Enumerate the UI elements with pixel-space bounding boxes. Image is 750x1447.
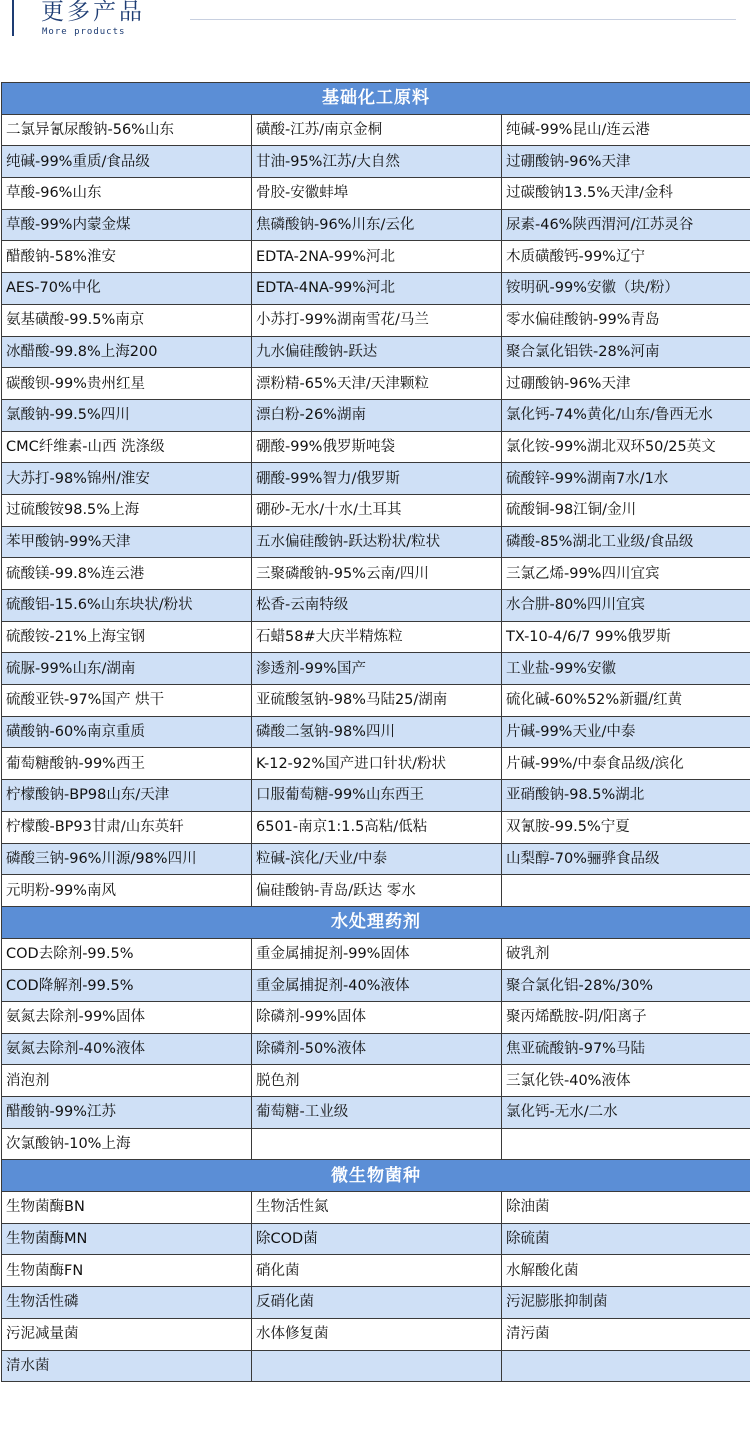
product-cell: 水解酸化菌 <box>502 1255 750 1287</box>
product-cell: 葡萄糖-工业级 <box>252 1097 502 1129</box>
table-row <box>2 716 750 748</box>
product-cell: 生物菌酶BN <box>2 1192 252 1224</box>
product-cell: 反硝化菌 <box>252 1287 502 1319</box>
product-cell: 除硫菌 <box>502 1223 750 1255</box>
product-cell: 生物活性磷 <box>2 1287 252 1319</box>
product-cell <box>502 875 750 907</box>
product-cell: 污泥膨胀抑制菌 <box>502 1287 750 1319</box>
product-cell: 硫酸镁-99.8%连云港 <box>2 558 252 590</box>
product-cell: 二氯异氰尿酸钠-56%山东 <box>2 114 252 146</box>
product-cell: 大苏打-98%锦州/淮安 <box>2 463 252 495</box>
product-cell: 除COD菌 <box>252 1223 502 1255</box>
product-cell: 聚合氯化铝-28%/30% <box>502 970 750 1002</box>
product-cell: 除磷剂-50%液体 <box>252 1033 502 1065</box>
product-cell: 渗透剂-99%国产 <box>252 653 502 685</box>
table-row <box>2 336 750 368</box>
product-cell: 九水偏硅酸钠-跃达 <box>252 336 502 368</box>
table-row <box>2 875 750 907</box>
table-row <box>2 1065 750 1097</box>
table-row <box>2 1033 750 1065</box>
table-row <box>2 494 750 526</box>
product-cell: 硫脲-99%山东/湖南 <box>2 653 252 685</box>
table-row <box>2 463 750 495</box>
table-row <box>2 114 750 146</box>
product-cell: 尿素-46%陕西渭河/江苏灵谷 <box>502 209 750 241</box>
product-cell: 苯甲酸钠-99%天津 <box>2 526 252 558</box>
product-cell: 聚合氯化铝铁-28%河南 <box>502 336 750 368</box>
product-cell: 氯化铵-99%湖北双环50/25英文 <box>502 431 750 463</box>
product-cell: 松香-云南特级 <box>252 590 502 622</box>
product-cell: 磷酸三钠-96%川源/98%四川 <box>2 843 252 875</box>
table-row <box>2 1192 750 1224</box>
table-row <box>2 843 750 875</box>
header-title: 更多产品 <box>41 0 145 25</box>
product-cell: 清污菌 <box>502 1318 750 1350</box>
product-cell: 漂白粉-26%湖南 <box>252 399 502 431</box>
product-cell: 工业盐-99%安徽 <box>502 653 750 685</box>
table-row <box>2 273 750 305</box>
product-cell: 除磷剂-99%固体 <box>252 1001 502 1033</box>
product-cell: 过硫酸铵98.5%上海 <box>2 494 252 526</box>
product-cell: 醋酸钠-58%淮安 <box>2 241 252 273</box>
table-row <box>2 209 750 241</box>
product-cell: 醋酸钠-99%江苏 <box>2 1097 252 1129</box>
table-row <box>2 241 750 273</box>
table-row <box>2 368 750 400</box>
table-row <box>2 780 750 812</box>
product-cell: 纯碱-99%重质/食品级 <box>2 146 252 178</box>
table-row <box>2 1097 750 1129</box>
product-cell: 6501-南京1:1.5高粘/低粘 <box>252 811 502 843</box>
product-cell: 石蜡58#大庆半精炼粒 <box>252 621 502 653</box>
product-cell: 破乳剂 <box>502 938 750 970</box>
product-cell: 焦磷酸钠-96%川东/云化 <box>252 209 502 241</box>
table-row <box>2 653 750 685</box>
table-row <box>2 590 750 622</box>
product-cell: 磷酸二氢钠-98%四川 <box>252 716 502 748</box>
table-row <box>2 748 750 780</box>
product-cell: 生物菌酶FN <box>2 1255 252 1287</box>
product-cell: 次氯酸钠-10%上海 <box>2 1128 252 1160</box>
product-cell: 草酸-99%内蒙金煤 <box>2 209 252 241</box>
product-cell: AES-70%中化 <box>2 273 252 305</box>
section-header-row <box>2 906 750 938</box>
product-cell: 磺酸-江苏/南京金桐 <box>252 114 502 146</box>
product-cell: 亚硫酸氢钠-98%马陆25/湖南 <box>252 685 502 717</box>
table-row <box>2 811 750 843</box>
product-cell: 清水菌 <box>2 1350 252 1382</box>
product-cell: 磷酸-85%湖北工业级/食品级 <box>502 526 750 558</box>
product-cell: 污泥减量菌 <box>2 1318 252 1350</box>
product-cell: 重金属捕捉剂-99%固体 <box>252 938 502 970</box>
product-cell: 五水偏硅酸钠-跃达粉状/粒状 <box>252 526 502 558</box>
product-cell: 草酸-96%山东 <box>2 178 252 210</box>
product-cell: 漂粉精-65%天津/天津颗粒 <box>252 368 502 400</box>
product-cell: 柠檬酸钠-BP98山东/天津 <box>2 780 252 812</box>
product-cell: 焦亚硫酸钠-97%马陆 <box>502 1033 750 1065</box>
product-cell: 甘油-95%江苏/大自然 <box>252 146 502 178</box>
table-row <box>2 431 750 463</box>
product-cell: 水体修复菌 <box>252 1318 502 1350</box>
product-cell: 小苏打-99%湖南雪花/马兰 <box>252 304 502 336</box>
product-cell: 氨基磺酸-99.5%南京 <box>2 304 252 336</box>
product-cell: 木质磺酸钙-99%辽宁 <box>502 241 750 273</box>
section-header-row <box>2 83 750 115</box>
product-cell <box>502 1350 750 1382</box>
product-cell: 冰醋酸-99.8%上海200 <box>2 336 252 368</box>
product-cell: 三氯乙烯-99%四川宜宾 <box>502 558 750 590</box>
table-row <box>2 178 750 210</box>
product-cell: 聚丙烯酰胺-阴/阳离子 <box>502 1001 750 1033</box>
product-cell: 硼酸-99%智力/俄罗斯 <box>252 463 502 495</box>
product-cell: 过硼酸钠-96%天津 <box>502 368 750 400</box>
product-cell: 硫酸亚铁-97%国产 烘干 <box>2 685 252 717</box>
table-row <box>2 1350 750 1382</box>
product-cell <box>252 1350 502 1382</box>
product-cell: 柠檬酸-BP93甘肃/山东英轩 <box>2 811 252 843</box>
table-row <box>2 970 750 1002</box>
product-cell: 三聚磷酸钠-95%云南/四川 <box>252 558 502 590</box>
product-cell: 片碱-99%天业/中泰 <box>502 716 750 748</box>
product-cell: 亚硝酸钠-98.5%湖北 <box>502 780 750 812</box>
product-cell: 氯化钙-无水/二水 <box>502 1097 750 1129</box>
product-cell: 片碱-99%/中泰食品级/滨化 <box>502 748 750 780</box>
product-cell: 硼砂-无水/十水/土耳其 <box>252 494 502 526</box>
product-cell: 硫酸铵-21%上海宝钢 <box>2 621 252 653</box>
header-subtitle: More products <box>42 27 126 37</box>
table-row <box>2 526 750 558</box>
table-row <box>2 146 750 178</box>
product-cell: 山梨醇-70%骊骅食品级 <box>502 843 750 875</box>
table-row <box>2 558 750 590</box>
product-cell: 重金属捕捉剂-40%液体 <box>252 970 502 1002</box>
table-row <box>2 1255 750 1287</box>
product-cell: 硫化碱-60%52%新疆/红黄 <box>502 685 750 717</box>
product-cell: 除油菌 <box>502 1192 750 1224</box>
product-cell: COD降解剂-99.5% <box>2 970 252 1002</box>
product-cell: 硫酸铜-98江铜/金川 <box>502 494 750 526</box>
product-cell: 硫酸锌-99%湖南7水/1水 <box>502 463 750 495</box>
product-cell: 脱色剂 <box>252 1065 502 1097</box>
product-cell: CMC纤维素-山西 洗涤级 <box>2 431 252 463</box>
product-cell: 零水偏硅酸钠-99%青岛 <box>502 304 750 336</box>
product-cell: 氯酸钠-99.5%四川 <box>2 399 252 431</box>
product-cell: 氨氮去除剂-40%液体 <box>2 1033 252 1065</box>
table-row <box>2 685 750 717</box>
table-row <box>2 1287 750 1319</box>
table-row <box>2 1318 750 1350</box>
product-cell: 纯碱-99%昆山/连云港 <box>502 114 750 146</box>
product-cell: 口服葡萄糖-99%山东西王 <box>252 780 502 812</box>
product-cell: 消泡剂 <box>2 1065 252 1097</box>
section-title: 基础化工原料 <box>2 83 750 115</box>
product-cell: 偏硅酸钠-青岛/跃达 零水 <box>252 875 502 907</box>
table-row <box>2 1223 750 1255</box>
section-header <box>0 0 750 40</box>
product-cell: 过硼酸钠-96%天津 <box>502 146 750 178</box>
product-cell: EDTA-2NA-99%河北 <box>252 241 502 273</box>
product-cell: 水合肼-80%四川宜宾 <box>502 590 750 622</box>
product-cell: COD去除剂-99.5% <box>2 938 252 970</box>
product-cell: 骨胶-安徽蚌埠 <box>252 178 502 210</box>
product-cell: 过碳酸钠13.5%天津/金科 <box>502 178 750 210</box>
product-cell: TX-10-4/6/7 99%俄罗斯 <box>502 621 750 653</box>
product-cell: 氯化钙-74%黄化/山东/鲁西无水 <box>502 399 750 431</box>
section-header-row <box>2 1160 750 1192</box>
table-row <box>2 1128 750 1160</box>
products-table <box>1 82 750 1382</box>
table-row <box>2 938 750 970</box>
product-cell: 硫酸铝-15.6%山东块状/粉状 <box>2 590 252 622</box>
product-cell: 铵明矾-99%安徽（块/粉） <box>502 273 750 305</box>
product-cell: K-12-92%国产进口针状/粉状 <box>252 748 502 780</box>
table-row <box>2 1001 750 1033</box>
product-cell: 三氯化铁-40%液体 <box>502 1065 750 1097</box>
product-cell: 硝化菌 <box>252 1255 502 1287</box>
product-cell: 生物活性氮 <box>252 1192 502 1224</box>
section-title: 水处理药剂 <box>2 906 750 938</box>
product-cell: 硼酸-99%俄罗斯吨袋 <box>252 431 502 463</box>
product-cell: 粒碱-滨化/天业/中泰 <box>252 843 502 875</box>
table-row <box>2 399 750 431</box>
product-cell: 磺酸钠-60%南京重质 <box>2 716 252 748</box>
header-divider <box>190 19 736 20</box>
section-title: 微生物菌种 <box>2 1160 750 1192</box>
product-cell <box>252 1128 502 1160</box>
product-cell: 双氰胺-99.5%宁夏 <box>502 811 750 843</box>
product-cell: 碳酸钡-99%贵州红星 <box>2 368 252 400</box>
product-cell: 葡萄糖酸钠-99%西王 <box>2 748 252 780</box>
table-row <box>2 621 750 653</box>
product-cell: 氨氮去除剂-99%固体 <box>2 1001 252 1033</box>
product-cell <box>502 1128 750 1160</box>
table-row <box>2 304 750 336</box>
product-cell: 元明粉-99%南风 <box>2 875 252 907</box>
product-cell: EDTA-4NA-99%河北 <box>252 273 502 305</box>
product-cell: 生物菌酶MN <box>2 1223 252 1255</box>
header-accent-bar <box>12 0 14 36</box>
